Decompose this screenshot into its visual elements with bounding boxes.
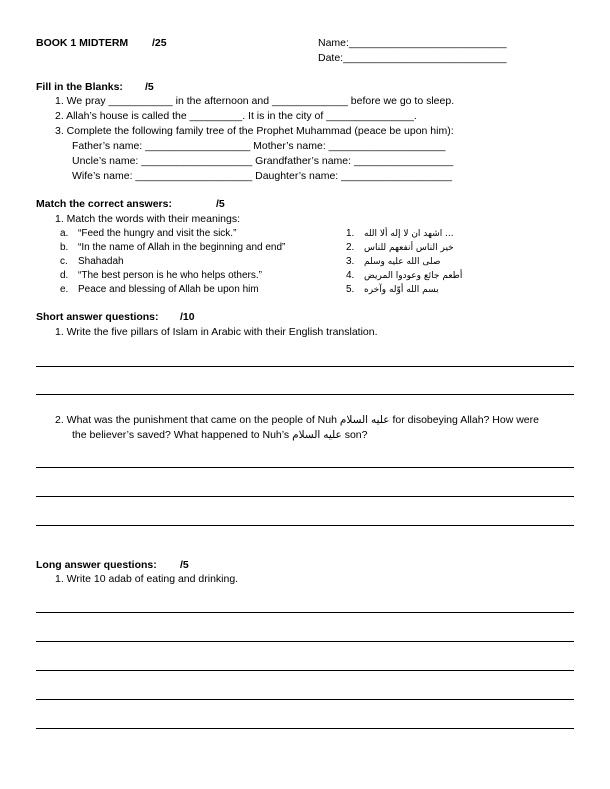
long-score: /5	[180, 559, 189, 571]
match-score: /5	[216, 198, 225, 210]
date-field[interactable]: Date:____________________________	[318, 52, 507, 64]
answer-line[interactable]	[36, 394, 574, 395]
match-left-item: e. Peace and blessing of Allah be upon him	[60, 284, 259, 295]
fill-question-1: 1. We pray ___________ in the afternoon and _____________ before we go to sleep.	[55, 95, 455, 107]
answer-line[interactable]	[36, 728, 574, 729]
family-tree-row-3: Wife’s name: ____________________ Daughter’s name: ___________________	[72, 170, 453, 182]
fill-question-2: 2. Allah’s house is called the _________. It is in the city of _______________.	[55, 110, 417, 122]
match-heading: Match the correct answers:	[36, 198, 172, 210]
match-left-item: a. “Feed the hungry and visit the sick.”	[60, 228, 237, 239]
match-left-item: c. Shahadah	[60, 256, 124, 267]
answer-line[interactable]	[36, 670, 574, 671]
family-tree-row-2: Uncle’s name: ___________________ Grandfather’s name: _________________	[72, 155, 454, 167]
match-right-item: 4. أطعم جائع وعودوا المريض	[346, 270, 463, 281]
match-question-1: 1. Match the words with their meanings:	[55, 213, 241, 225]
answer-line[interactable]	[36, 699, 574, 700]
answer-line[interactable]	[36, 612, 574, 613]
match-right-item: 5. بسم الله أوّله وآخره	[346, 284, 439, 295]
short-score: /10	[180, 311, 195, 323]
match-right-item: 1. ... اشهد ان لا إله ألا الله	[346, 228, 454, 239]
answer-line[interactable]	[36, 496, 574, 497]
exam-title: BOOK 1 MIDTERM	[36, 37, 129, 49]
fill-question-3: 3. Complete the following family tree of the Prophet Muhammad (peace be upon him):	[55, 125, 454, 137]
match-left-item: d. “The best person is he who helps others.”	[60, 270, 262, 281]
long-heading: Long answer questions:	[36, 559, 157, 571]
answer-line[interactable]	[36, 525, 574, 526]
exam-total-score: /25	[152, 37, 167, 49]
name-field[interactable]: Name:___________________________	[318, 37, 507, 49]
answer-line[interactable]	[36, 366, 574, 367]
match-right-item: 2. خير الناس أنفعهم للناس	[346, 242, 454, 253]
short-question-1: 1. Write the five pillars of Islam in Arabic with their English translation.	[55, 326, 378, 338]
short-question-2-line-1: 2. What was the punishment that came on the people of Nuh عليه السلام for disobeying Allah? How were	[55, 414, 539, 426]
match-right-item: 3. صلى الله عليه وسلم	[346, 256, 441, 267]
short-heading: Short answer questions:	[36, 311, 159, 323]
fill-score: /5	[145, 81, 154, 93]
family-tree-row-1: Father’s name: __________________ Mother’s name: ____________________	[72, 140, 446, 152]
answer-line[interactable]	[36, 641, 574, 642]
match-left-item: b. “In the name of Allah in the beginning and end”	[60, 242, 286, 253]
fill-heading: Fill in the Blanks:	[36, 81, 123, 93]
long-question-1: 1. Write 10 adab of eating and drinking.	[55, 573, 239, 585]
answer-line[interactable]	[36, 467, 574, 468]
short-question-2-line-2: the believer’s saved? What happened to Nuh’s عليه السلام son?	[72, 429, 368, 441]
